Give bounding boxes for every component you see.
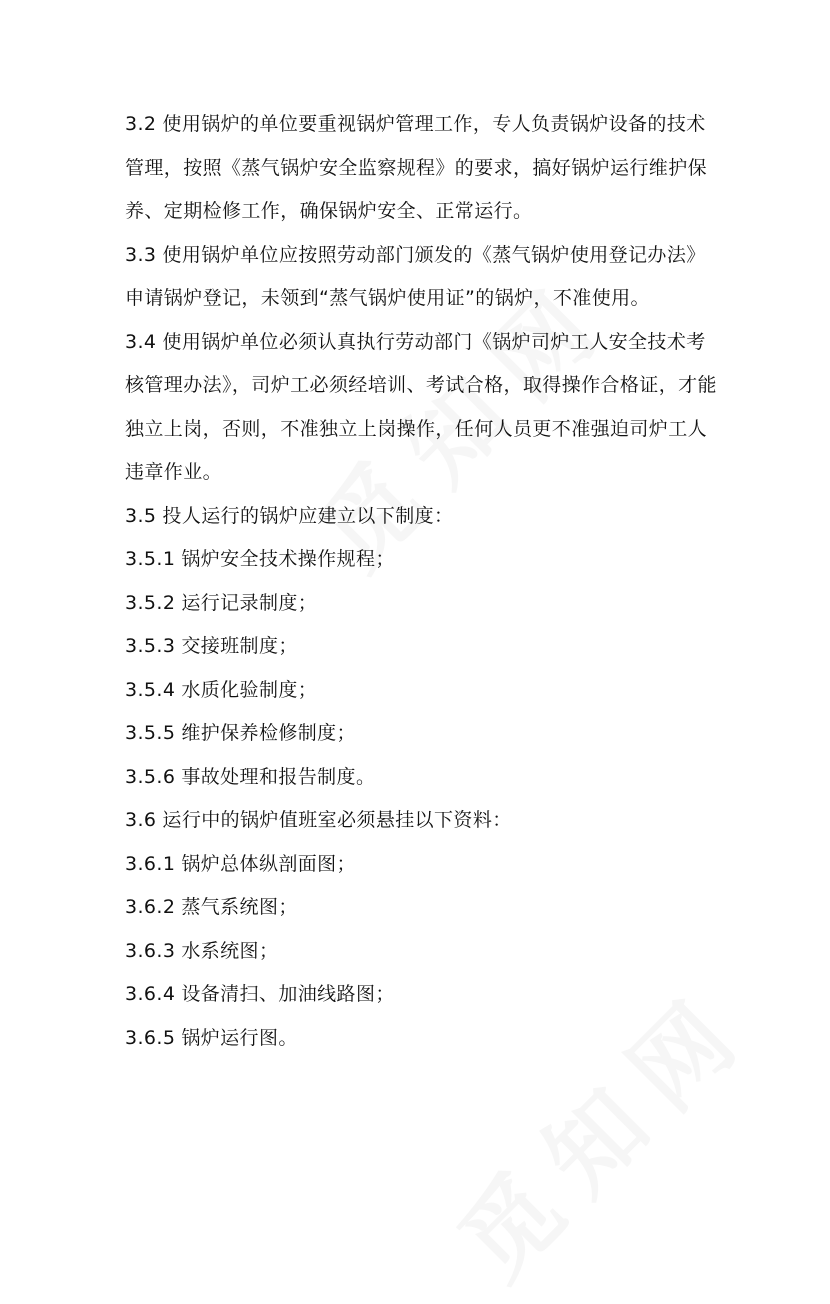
list-item-3-5-2 <box>125 582 725 626</box>
list-item-text: 水系统图； <box>181 939 279 962</box>
section-number: 3.6.5 <box>125 1026 176 1049</box>
paragraph-text: 投人运行的锅炉应建立以下制度： <box>162 504 454 527</box>
paragraph-3-2 <box>125 103 725 234</box>
section-number: 3.6.1 <box>125 852 176 875</box>
list-item-3-6-2 <box>125 886 725 930</box>
section-number: 3.5.6 <box>125 765 176 788</box>
list-item-text: 锅炉总体纵剖面图； <box>181 852 356 875</box>
list-item-3-5-3 <box>125 625 725 669</box>
list-item-3-5-6 <box>125 756 725 800</box>
section-number: 3.6.2 <box>125 896 176 918</box>
list-item-text: 事故处理和报告制度。 <box>181 765 376 788</box>
list-item-text: 蒸气系统图； <box>181 896 298 918</box>
section-number: 3.5.5 <box>125 722 176 744</box>
paragraph-3-6 <box>125 799 725 843</box>
list-item-3-5-4 <box>125 669 725 713</box>
paragraph-text: 运行中的锅炉值班室必须悬挂以下资料： <box>162 809 512 831</box>
section-number: 3.5.4 <box>125 678 176 701</box>
section-number: 3.3 <box>125 243 157 266</box>
paragraph-3-5 <box>125 495 725 539</box>
list-item-text: 设备清扫、加油线路图； <box>181 983 395 1005</box>
section-number: 3.4 <box>125 330 157 353</box>
section-number: 3.5.2 <box>125 591 176 614</box>
paragraph-text: 使用锅炉单位应按照劳动部门颁发的《蒸气锅炉使用登记办法》申请锅炉登记，未领到“蒸气锅炉使用证”的锅炉，不准使用。 <box>125 243 706 309</box>
section-number: 3.5.3 <box>125 635 176 657</box>
document-body <box>125 103 725 1060</box>
list-item-text: 交接班制度； <box>181 635 298 657</box>
list-item-3-5-1 <box>125 538 725 582</box>
list-item-text: 锅炉安全技术操作规程； <box>181 548 395 570</box>
list-item-3-5-5 <box>125 712 725 756</box>
list-item-3-6-1 <box>125 843 725 887</box>
list-item-3-6-3 <box>125 930 725 974</box>
list-item-3-6-4 <box>125 973 725 1017</box>
paragraph-3-4 <box>125 321 725 495</box>
list-item-3-6-5 <box>125 1017 725 1061</box>
paragraph-text: 使用锅炉单位必须认真执行劳动部门《锅炉司炉工人安全技术考核管理办法》，司炉工必须经培训、考试合格，取得操作合格证，才能独立上岗，否则，不准独立上岗操作，任何人员更不准强迫司炉工人违章作业。 <box>125 330 717 483</box>
section-number: 3.2 <box>125 113 157 135</box>
paragraph-text: 使用锅炉的单位要重视锅炉管理工作，专人负责锅炉设备的技术管理，按照《蒸气锅炉安全监察规程》的要求，搞好锅炉运行维护保养、定期检修工作，确保锅炉安全、正常运行。 <box>125 113 708 222</box>
list-item-text: 锅炉运行图。 <box>181 1026 298 1049</box>
list-item-text: 维护保养检修制度； <box>181 722 356 744</box>
section-number: 3.5.1 <box>125 548 176 570</box>
section-number: 3.6 <box>125 809 157 831</box>
section-number: 3.6.4 <box>125 983 176 1005</box>
list-item-text: 水质化验制度； <box>181 678 318 701</box>
list-item-text: 运行记录制度； <box>181 591 318 614</box>
paragraph-3-3 <box>125 234 725 321</box>
section-number: 3.5 <box>125 504 157 527</box>
section-number: 3.6.3 <box>125 939 176 962</box>
